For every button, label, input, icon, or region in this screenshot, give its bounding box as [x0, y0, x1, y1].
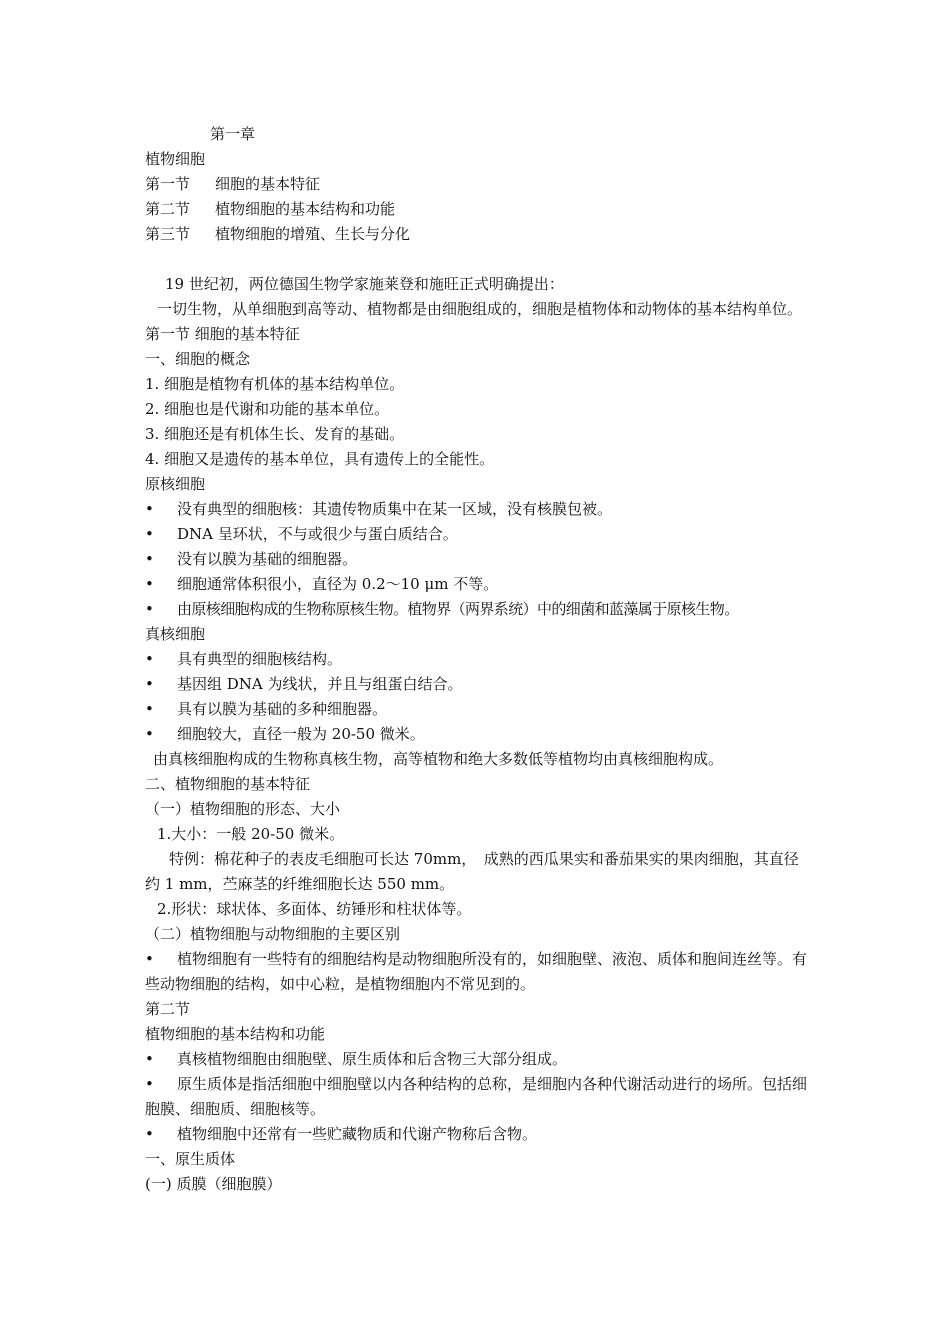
toc-section-title: 植物细胞的基本结构和功能 — [215, 200, 396, 218]
list-item — [145, 572, 810, 597]
list-item — [145, 722, 810, 747]
list-item — [145, 1072, 810, 1122]
bullet: • — [145, 500, 154, 518]
size-line: 1.大小：一般 20-50 微米。 — [157, 825, 345, 843]
list-item — [145, 1122, 810, 1147]
list-item-text: 植物细胞中还常有一些贮藏物质和代谢产物称后含物。 — [177, 1125, 538, 1143]
prokaryote-heading: 原核细胞 — [145, 475, 206, 493]
toc-entry — [145, 222, 810, 247]
subsection-heading: 二、植物细胞的基本特征 — [145, 775, 311, 793]
bullet: • — [145, 700, 154, 718]
toc-section-number: 第一节 — [145, 175, 191, 193]
examples-paragraph — [145, 847, 810, 897]
bullet: • — [145, 675, 154, 693]
section-heading: 第一节 细胞的基本特征 — [145, 325, 300, 343]
list-item-text: 原生质体是指活细胞中细胞壁以内各种结构的总称，是细胞内各种代谢活动进行的场所。包括细胞膜、细胞质、细胞核等。 — [145, 1075, 808, 1118]
bullet: • — [145, 600, 154, 618]
toc-section-title: 植物细胞的增殖、生长与分化 — [215, 225, 411, 243]
list-item — [145, 672, 810, 697]
list-item — [145, 597, 810, 622]
intro-line: 19 世纪初，两位德国生物学家施莱登和施旺正式明确提出： — [165, 275, 564, 293]
document-page — [145, 122, 810, 1197]
sub-subsection-heading: （二）植物细胞与动物细胞的主要区别 — [145, 925, 401, 943]
section-heading: 第二节 — [145, 1000, 191, 1018]
bullet: • — [145, 1075, 154, 1093]
toc-section-title: 细胞的基本特征 — [215, 175, 321, 193]
chapter-number: 第一章 — [210, 125, 256, 143]
subsection-heading: 一、细胞的概念 — [145, 350, 251, 368]
list-item-text: DNA 呈环状，不与或很少与蛋白质结合。 — [177, 525, 458, 543]
list-item-text: 没有以膜为基础的细胞器。 — [177, 550, 358, 568]
bullet: • — [145, 575, 154, 593]
list-item-text: 基因组 DNA 为线状，并且与组蛋白结合。 — [177, 675, 463, 693]
chapter-title: 植物细胞 — [145, 150, 206, 168]
eukaryote-heading: 真核细胞 — [145, 625, 206, 643]
list-item-text: 真核植物细胞由细胞壁、原生质体和后含物三大部分组成。 — [177, 1050, 568, 1068]
toc-section-number: 第二节 — [145, 200, 191, 218]
list-item-text: 具有以膜为基础的多种细胞器。 — [177, 700, 388, 718]
bullet: • — [145, 1050, 154, 1068]
diff-text: 植物细胞有一些特有的细胞结构是动物细胞所没有的，如细胞壁、液泡、质体和胞间连丝等。有些动物细胞的结构，如中心粒，是植物细胞内不常见到的。 — [145, 950, 808, 993]
list-item — [145, 497, 810, 522]
list-item — [145, 547, 810, 572]
list-item — [145, 697, 810, 722]
concept-item: 2. 细胞也是代谢和功能的基本单位。 — [145, 400, 390, 418]
list-item-text: 没有典型的细胞核：其遗传物质集中在某一区域，没有核膜包被。 — [177, 500, 613, 518]
list-item-text: 具有典型的细胞核结构。 — [177, 650, 343, 668]
bullet: • — [145, 550, 154, 568]
list-item — [145, 1047, 810, 1072]
spacer — [145, 247, 810, 272]
eukaryote-summary: 由真核细胞构成的生物称真核生物，高等植物和绝大多数低等植物均由真核细胞构成。 — [153, 750, 724, 768]
list-item-text: 细胞较大，直径一般为 20-50 微米。 — [177, 725, 425, 743]
toc-section-number: 第三节 — [145, 225, 191, 243]
diff-paragraph — [145, 947, 810, 997]
intro-paragraph: 一切生物，从单细胞到高等动、植物都是由细胞组成的，细胞是植物体和动物体的基本结构单位。 — [157, 300, 803, 318]
concept-item: 3. 细胞还是有机体生长、发育的基础。 — [145, 425, 405, 443]
sub-subsection-heading: (一) 质膜（细胞膜） — [145, 1175, 282, 1193]
bullet: • — [145, 725, 154, 743]
list-item — [145, 647, 810, 672]
section-title: 植物细胞的基本结构和功能 — [145, 1025, 326, 1043]
list-item-text: 细胞通常体积很小，直径为 0.2～10 μm 不等。 — [177, 575, 499, 593]
toc-entry — [145, 197, 810, 222]
subsection-heading: 一、原生质体 — [145, 1150, 236, 1168]
bullet: • — [145, 1125, 154, 1143]
concept-item: 1. 细胞是植物有机体的基本结构单位。 — [145, 375, 405, 393]
bullet: • — [145, 525, 154, 543]
bullet: • — [145, 950, 154, 968]
bullet: • — [145, 650, 154, 668]
sub-subsection-heading: （一）植物细胞的形态、大小 — [145, 800, 341, 818]
toc-entry — [145, 172, 810, 197]
list-item-text: 由原核细胞构成的生物称原核生物。植物界（两界系统）中的细菌和蓝藻属于原核生物。 — [177, 600, 739, 618]
concept-item: 4. 细胞又是遗传的基本单位，具有遗传上的全能性。 — [145, 450, 495, 468]
shape-line: 2.形状：球状体、多面体、纺锤形和柱状体等。 — [157, 900, 472, 918]
list-item — [145, 522, 810, 547]
examples-text: 特例：棉花种子的表皮毛细胞可长达 70mm， 成熟的西瓜果实和番茄果实的果肉细胞，其直径约 1 mm，苎麻茎的纤维细胞长达 550 mm。 — [145, 850, 799, 893]
